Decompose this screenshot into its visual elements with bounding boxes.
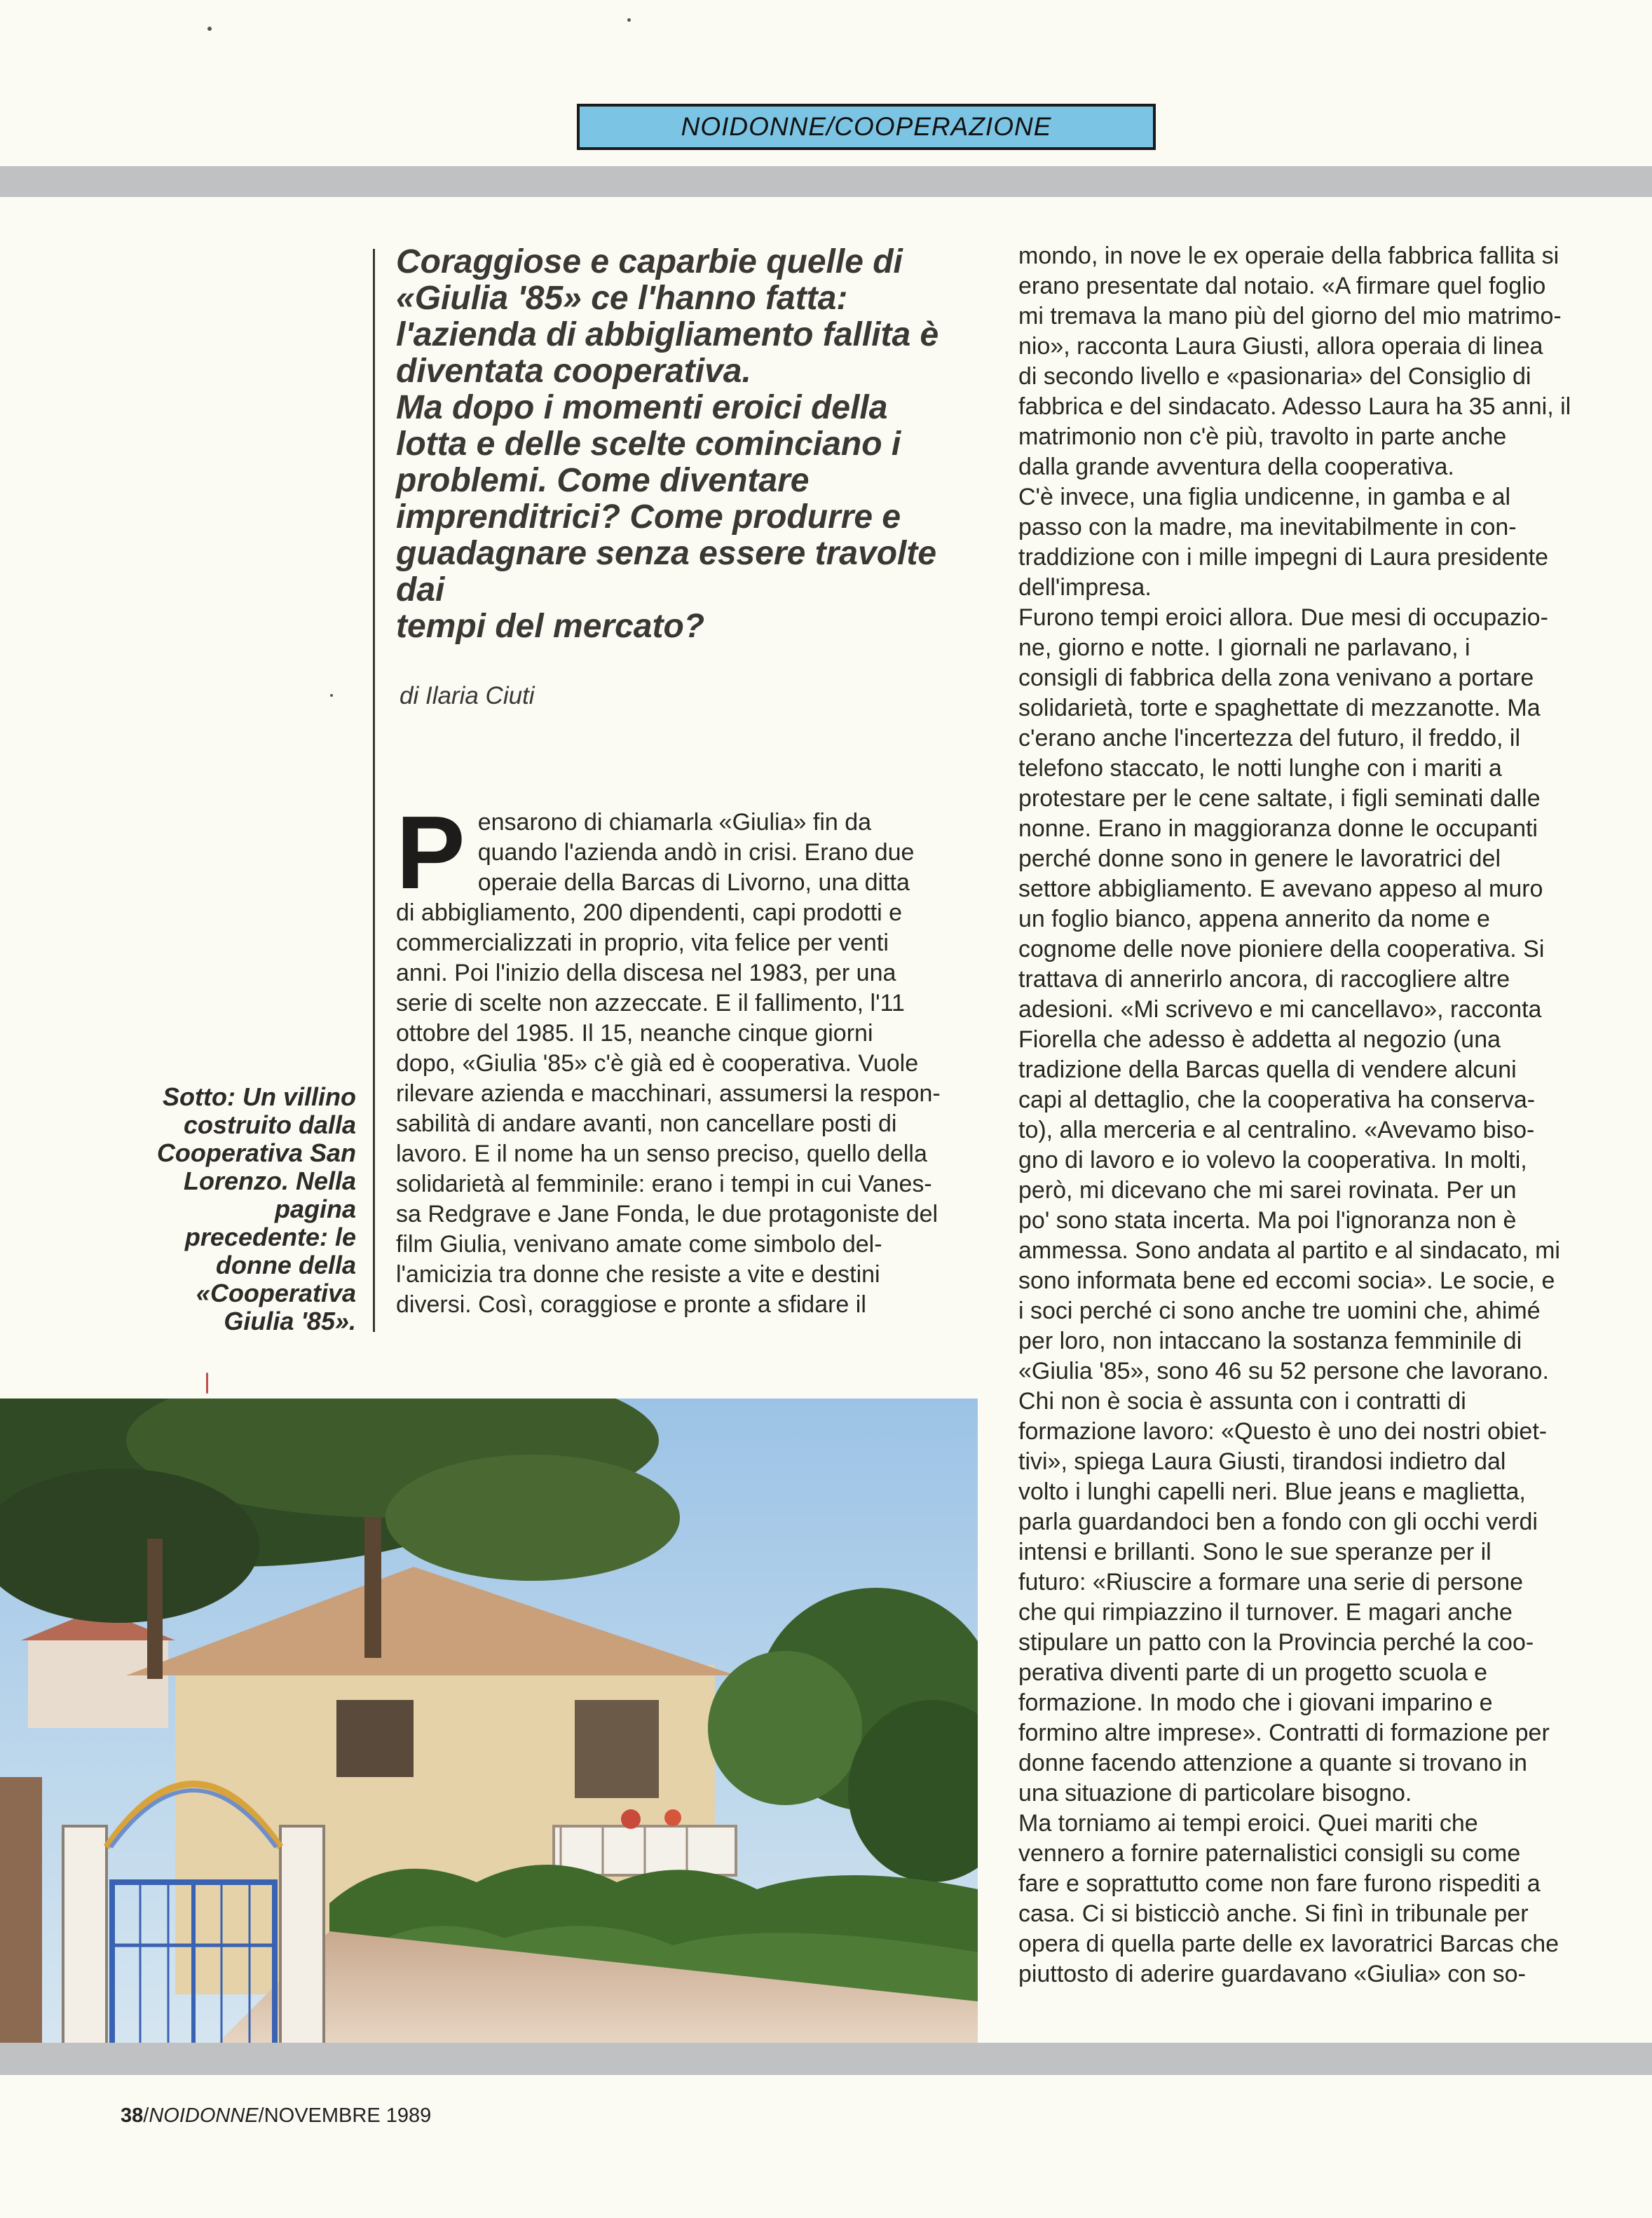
- lead-line: lotta e delle scelte cominciano i: [396, 426, 901, 463]
- page-number: 38: [121, 2104, 144, 2127]
- article-line: passo con la madre, ma inevitabilmente in con-: [1018, 514, 1517, 540]
- lead-line: «Giulia '85» ce l'hanno fatta:: [396, 280, 848, 317]
- article-line: adesioni. «Mi scrivevo e mi cancellavo», racconta: [1018, 996, 1542, 1023]
- footer-slash-2: /: [258, 2104, 264, 2127]
- drop-cap: P: [396, 795, 465, 911]
- lead-line: guadagnare senza essere travolte dai: [396, 535, 937, 608]
- villa-photo-illustration: [0, 1399, 978, 2050]
- article-line: ensarono di chiamarla «Giulia» fin da: [477, 809, 872, 836]
- article-line: fare e soprattutto come non fare furono rispediti a: [1018, 1870, 1541, 1897]
- article-line: anni. Poi l'inizio della discesa nel 1983, per una: [396, 960, 896, 986]
- footer-slash-1: /: [143, 2104, 149, 2127]
- caption-line: costruito dalla: [183, 1110, 356, 1139]
- article-line: serie di scelte non azzeccate. E il fallimento, l'11: [396, 990, 905, 1016]
- article-line: tradizione della Barcas quella di vendere alcuni: [1018, 1056, 1517, 1083]
- article-line: consigli di fabbrica della zona venivano a portare: [1018, 665, 1534, 691]
- article-line: quando l'azienda andò in crisi. Erano due: [477, 839, 915, 866]
- article-line: piuttosto di aderire guardavano «Giulia» con so-: [1018, 1961, 1526, 1987]
- caption-line: donne della: [215, 1251, 356, 1279]
- villa-photo: [0, 1399, 978, 2050]
- article-line: «Giulia '85», sono 46 su 52 persone che lavorano.: [1018, 1358, 1549, 1384]
- article-line: nio», racconta Laura Giusti, allora operaia di linea: [1018, 333, 1543, 360]
- caption-line: Sotto: Un villino: [163, 1082, 356, 1111]
- article-line: tivi», spiega Laura Giusti, tirandosi indietro dal: [1018, 1448, 1506, 1475]
- article-line: c'erano anche l'incertezza del futuro, il freddo, il: [1018, 725, 1521, 751]
- caption-line: Cooperativa San: [156, 1138, 356, 1167]
- article-line: cognome delle nove pioniere della cooperativa. Si: [1018, 936, 1545, 962]
- article-line: volto i lunghi capelli neri. Blue jeans e maglietta,: [1018, 1478, 1526, 1505]
- article-right-column: [1018, 241, 1602, 1989]
- article-line: un foglio bianco, appena annerito da nome e: [1018, 906, 1490, 932]
- lead-paragraph: [396, 244, 971, 645]
- bottom-gray-band: [0, 2043, 1652, 2075]
- article-line: Chi non è socia è assunta con i contratti di: [1018, 1388, 1466, 1415]
- article-line: ne, giorno e notte. I giornali ne parlavano, i: [1018, 634, 1470, 661]
- article-line: Furono tempi eroici allora. Due mesi di occupazio-: [1018, 604, 1548, 631]
- vertical-divider: [373, 249, 375, 1332]
- article-line: to), alla merceria e al centralino. «Avevamo biso-: [1018, 1117, 1535, 1143]
- caption-line: Lorenzo. Nella: [183, 1166, 356, 1195]
- article-line: una situazione di particolare bisogno.: [1018, 1780, 1412, 1807]
- article-line: per loro, non intaccano la sostanza femminile di: [1018, 1328, 1522, 1354]
- print-speck: [627, 18, 631, 22]
- article-line: po' sono stata incerta. Ma poi l'ignoranza non è: [1018, 1207, 1517, 1234]
- byline: di Ilaria Ciuti: [400, 682, 535, 709]
- article-line: sa Redgrave e Jane Fonda, le due protagoniste del: [396, 1201, 938, 1227]
- print-speck: [207, 27, 212, 31]
- article-line: settore abbigliamento. E avevano appeso al muro: [1018, 876, 1543, 902]
- article-line: i soci perché ci sono anche tre uomini che, ahimé: [1018, 1298, 1541, 1324]
- print-speck: [206, 1373, 208, 1394]
- article-line: protestare per le cene saltate, i figli seminati dalle: [1018, 785, 1541, 812]
- article-middle-column: [396, 795, 978, 1320]
- article-line: traddizione con i mille impegni di Laura presidente: [1018, 544, 1548, 571]
- article-line: Fiorella che adesso è addetta al negozio (una: [1018, 1026, 1501, 1053]
- article-line: solidarietà al femminile: erano i tempi in cui Vanes-: [396, 1171, 932, 1197]
- magazine-name: NOIDONNE: [149, 2104, 259, 2127]
- lead-line: problemi. Come diventare: [396, 462, 810, 499]
- article-line: di abbigliamento, 200 dipendenti, capi prodotti e: [396, 899, 903, 926]
- article-line: casa. Ci si bisticciò anche. Si finì in tribunale per: [1018, 1900, 1529, 1927]
- issue-date: NOVEMBRE 1989: [264, 2104, 432, 2127]
- article-line: telefono staccato, le notti lunghe con i mariti a: [1018, 755, 1502, 782]
- article-line: gno di lavoro e io volevo la cooperativa. In molti,: [1018, 1147, 1527, 1173]
- article-line: perché donne sono in genere le lavoratrici del: [1018, 845, 1501, 872]
- article-line: fabbrica e del sindacato. Adesso Laura ha 35 anni, il: [1018, 393, 1571, 420]
- article-line: stipulare un patto con la Provincia perché la coo-: [1018, 1629, 1534, 1656]
- article-line: intensi e brillanti. Sono le sue speranze per il: [1018, 1539, 1491, 1565]
- lead-line: Coraggiose e caparbie quelle di: [396, 243, 903, 280]
- article-line: mondo, in nove le ex operaie della fabbrica fallita si: [1018, 243, 1559, 269]
- article-line: l'amicizia tra donne che resiste a vite e destini: [396, 1261, 880, 1288]
- article-line: matrimonio non c'è più, travolto in parte anche: [1018, 423, 1507, 450]
- article-line: però, mi dicevano che mi sarei rovinata. Per un: [1018, 1177, 1517, 1204]
- article-line: solidarietà, torte e spaghettate di mezzanotte. Ma: [1018, 695, 1541, 721]
- article-line: formazione. In modo che i giovani imparino e: [1018, 1689, 1493, 1716]
- article-line: capi al dettaglio, che la cooperativa ha conserva-: [1018, 1087, 1536, 1113]
- article-line: vennero a fornire paternalistici consigli su come: [1018, 1840, 1521, 1867]
- article-line: perativa diventi parte di un progetto scuola e: [1018, 1659, 1488, 1686]
- article-line: lavoro. E il nome ha un senso preciso, quello della: [396, 1141, 927, 1167]
- article-line: commercializzati in proprio, vita felice per venti: [396, 930, 889, 956]
- article-line: dalla grande avventura della cooperativa.: [1018, 454, 1454, 480]
- section-label: NOIDONNE/COOPERAZIONE: [577, 104, 1156, 150]
- article-line: mi tremava la mano più del giorno del mio matrimo-: [1018, 303, 1562, 329]
- photo-caption: [133, 1083, 356, 1335]
- article-line: futuro: «Riuscire a formare una serie di persone: [1018, 1569, 1524, 1596]
- caption-line: pagina: [274, 1195, 356, 1223]
- article-line: ammessa. Sono andata al partito e al sindacato, mi: [1018, 1237, 1560, 1264]
- article-line: dopo, «Giulia '85» c'è già ed è cooperativa. Vuole: [396, 1050, 919, 1077]
- top-gray-band: [0, 166, 1652, 197]
- lead-line: diventata cooperativa.: [396, 353, 751, 390]
- article-line: diversi. Così, coraggiose e pronte a sfidare il: [396, 1291, 866, 1318]
- lead-line: Ma dopo i momenti eroici della: [396, 389, 888, 426]
- article-line: nonne. Erano in maggioranza donne le occupanti: [1018, 815, 1538, 842]
- lead-line: tempi del mercato?: [396, 608, 705, 645]
- caption-line: precedente: le: [184, 1223, 356, 1251]
- article-line: erano presentate dal notaio. «A firmare quel foglio: [1018, 273, 1546, 299]
- article-line: donne facendo attenzione a quante si trovano in: [1018, 1750, 1527, 1776]
- article-line: sono informata bene ed eccomi socia». Le socie, e: [1018, 1267, 1555, 1294]
- article-line: sabilità di andare avanti, non cancellare posti di: [396, 1110, 897, 1137]
- caption-line: Giulia '85».: [224, 1307, 356, 1335]
- print-speck: [330, 694, 333, 697]
- article-line: che qui rimpiazzino il turnover. E magari anche: [1018, 1599, 1513, 1626]
- article-line: trattava di annerirlo ancora, di raccogliere altre: [1018, 966, 1510, 993]
- article-line: C'è invece, una figlia undicenne, in gamba e al: [1018, 484, 1511, 510]
- article-line: di secondo livello e «pasionaria» del Consiglio di: [1018, 363, 1531, 390]
- lead-line: imprenditrici? Come produrre e: [396, 498, 901, 536]
- article-line: opera di quella parte delle ex lavoratrici Barcas che: [1018, 1931, 1559, 1957]
- article-line: dell'impresa.: [1018, 574, 1152, 601]
- article-line: formino altre imprese». Contratti di formazione per: [1018, 1720, 1550, 1746]
- article-line: operaie della Barcas di Livorno, una ditta: [477, 869, 910, 896]
- article-line: parla guardandoci ben a fondo con gli occhi verdi: [1018, 1509, 1538, 1535]
- article-line: film Giulia, venivano amate come simbolo del-: [396, 1231, 882, 1258]
- article-line: Ma torniamo ai tempi eroici. Quei mariti che: [1018, 1810, 1478, 1837]
- article-line: rilevare azienda e macchinari, assumersi la respon-: [396, 1080, 941, 1107]
- lead-line: l'azienda di abbigliamento fallita è: [396, 316, 939, 353]
- caption-line: «Cooperativa: [196, 1279, 356, 1307]
- article-line: formazione lavoro: «Questo è uno dei nostri obiet-: [1018, 1418, 1548, 1445]
- article-line: ottobre del 1985. Il 15, neanche cinque giorni: [396, 1020, 873, 1047]
- page-footer: [121, 2104, 431, 2128]
